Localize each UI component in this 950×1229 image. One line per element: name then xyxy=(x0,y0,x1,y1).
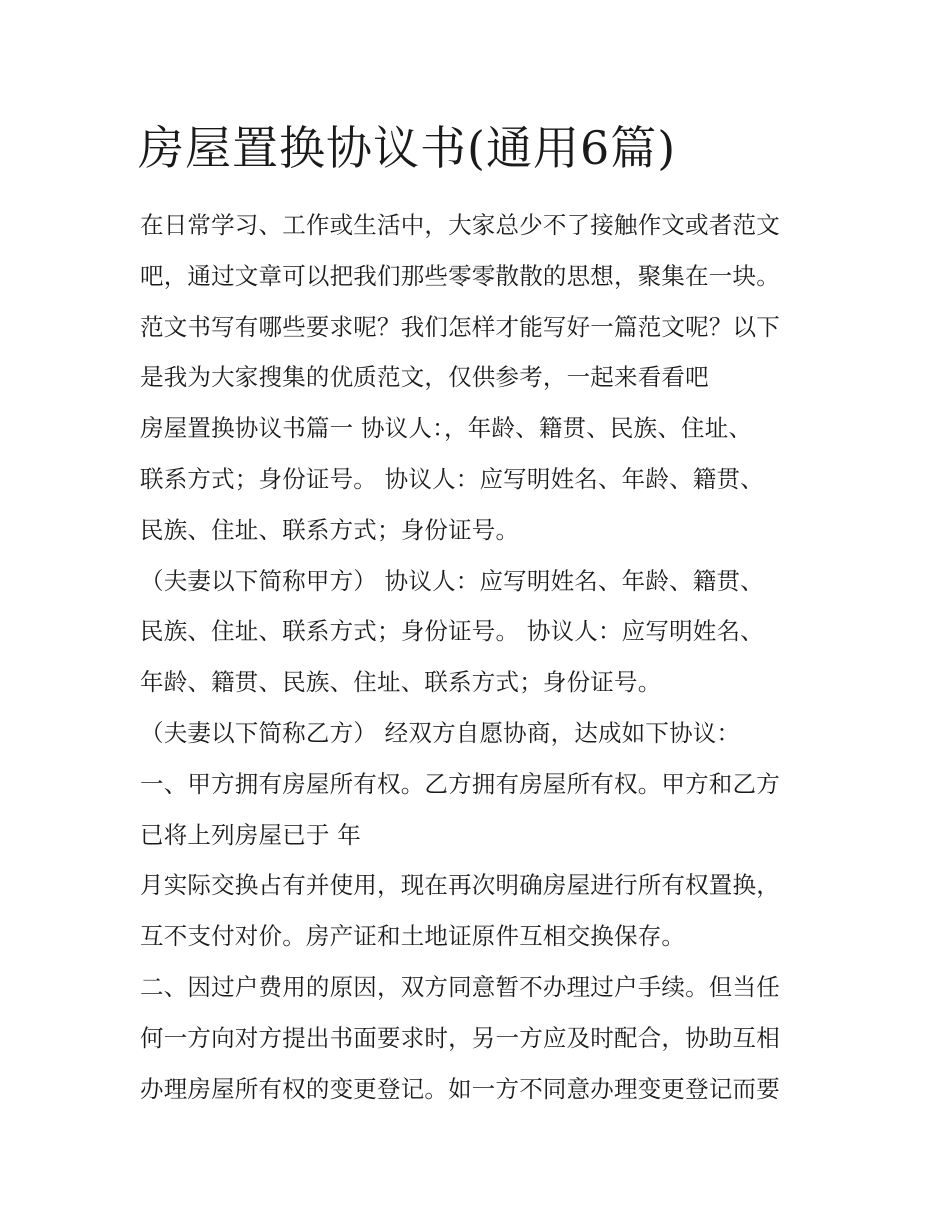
paragraph-line: 范文书写有哪些要求呢？我们怎样才能写好一篇范文呢？以下 xyxy=(140,312,780,341)
paragraph-line: 联系方式；身份证号。 协议人：应写明姓名、年龄、籍贯、 xyxy=(140,464,764,493)
paragraph-line: 是我为大家搜集的优质范文，仅供参考，一起来看看吧 xyxy=(140,363,709,392)
paragraph-line: 在日常学习、工作或生活中，大家总少不了接触作文或者范文 xyxy=(140,211,780,239)
document-body xyxy=(140,200,820,1114)
document-title: 房屋置换协议书(通用6篇) xyxy=(138,121,677,175)
paragraph-line: （夫妻以下简称乙方） 经双方自愿协商，达成如下协议： xyxy=(140,718,741,747)
paragraph-line: 房屋置换协议书篇一 协议人：，年龄、籍贯、民族、住址、 xyxy=(140,414,753,443)
paragraph-line: （夫妻以下简称甲方） 协议人：应写明姓名、年龄、籍贯、 xyxy=(140,566,764,595)
paragraph-line: 已将上列房屋已于 年 xyxy=(140,820,361,849)
paragraph-line: 二、因过户费用的原因，双方同意暂不办理过户手续。但当任 xyxy=(140,972,780,1001)
paragraph-line: 办理房屋所有权的变更登记。如一方不同意办理变更登记而要 xyxy=(140,1074,780,1103)
paragraph-line: 民族、住址、联系方式；身份证号。 xyxy=(140,515,520,544)
paragraph-line: 年龄、籍贯、民族、住址、联系方式；身份证号。 xyxy=(140,668,662,697)
paragraph-line: 一、甲方拥有房屋所有权。乙方拥有房屋所有权。甲方和乙方 xyxy=(140,769,780,798)
paragraph-line: 民族、住址、联系方式；身份证号。 协议人：应写明姓名、 xyxy=(140,617,764,646)
paragraph-line: 吧，通过文章可以把我们那些零零散散的思想，聚集在一块。 xyxy=(140,261,780,290)
paragraph-line: 互不支付对价。房产证和土地证原件互相交换保存。 xyxy=(140,922,686,951)
paragraph-line: 何一方向对方提出书面要求时，另一方应及时配合，协助互相 xyxy=(140,1023,780,1052)
paragraph-line: 月实际交换占有并使用，现在再次明确房屋进行所有权置换， xyxy=(140,871,780,900)
